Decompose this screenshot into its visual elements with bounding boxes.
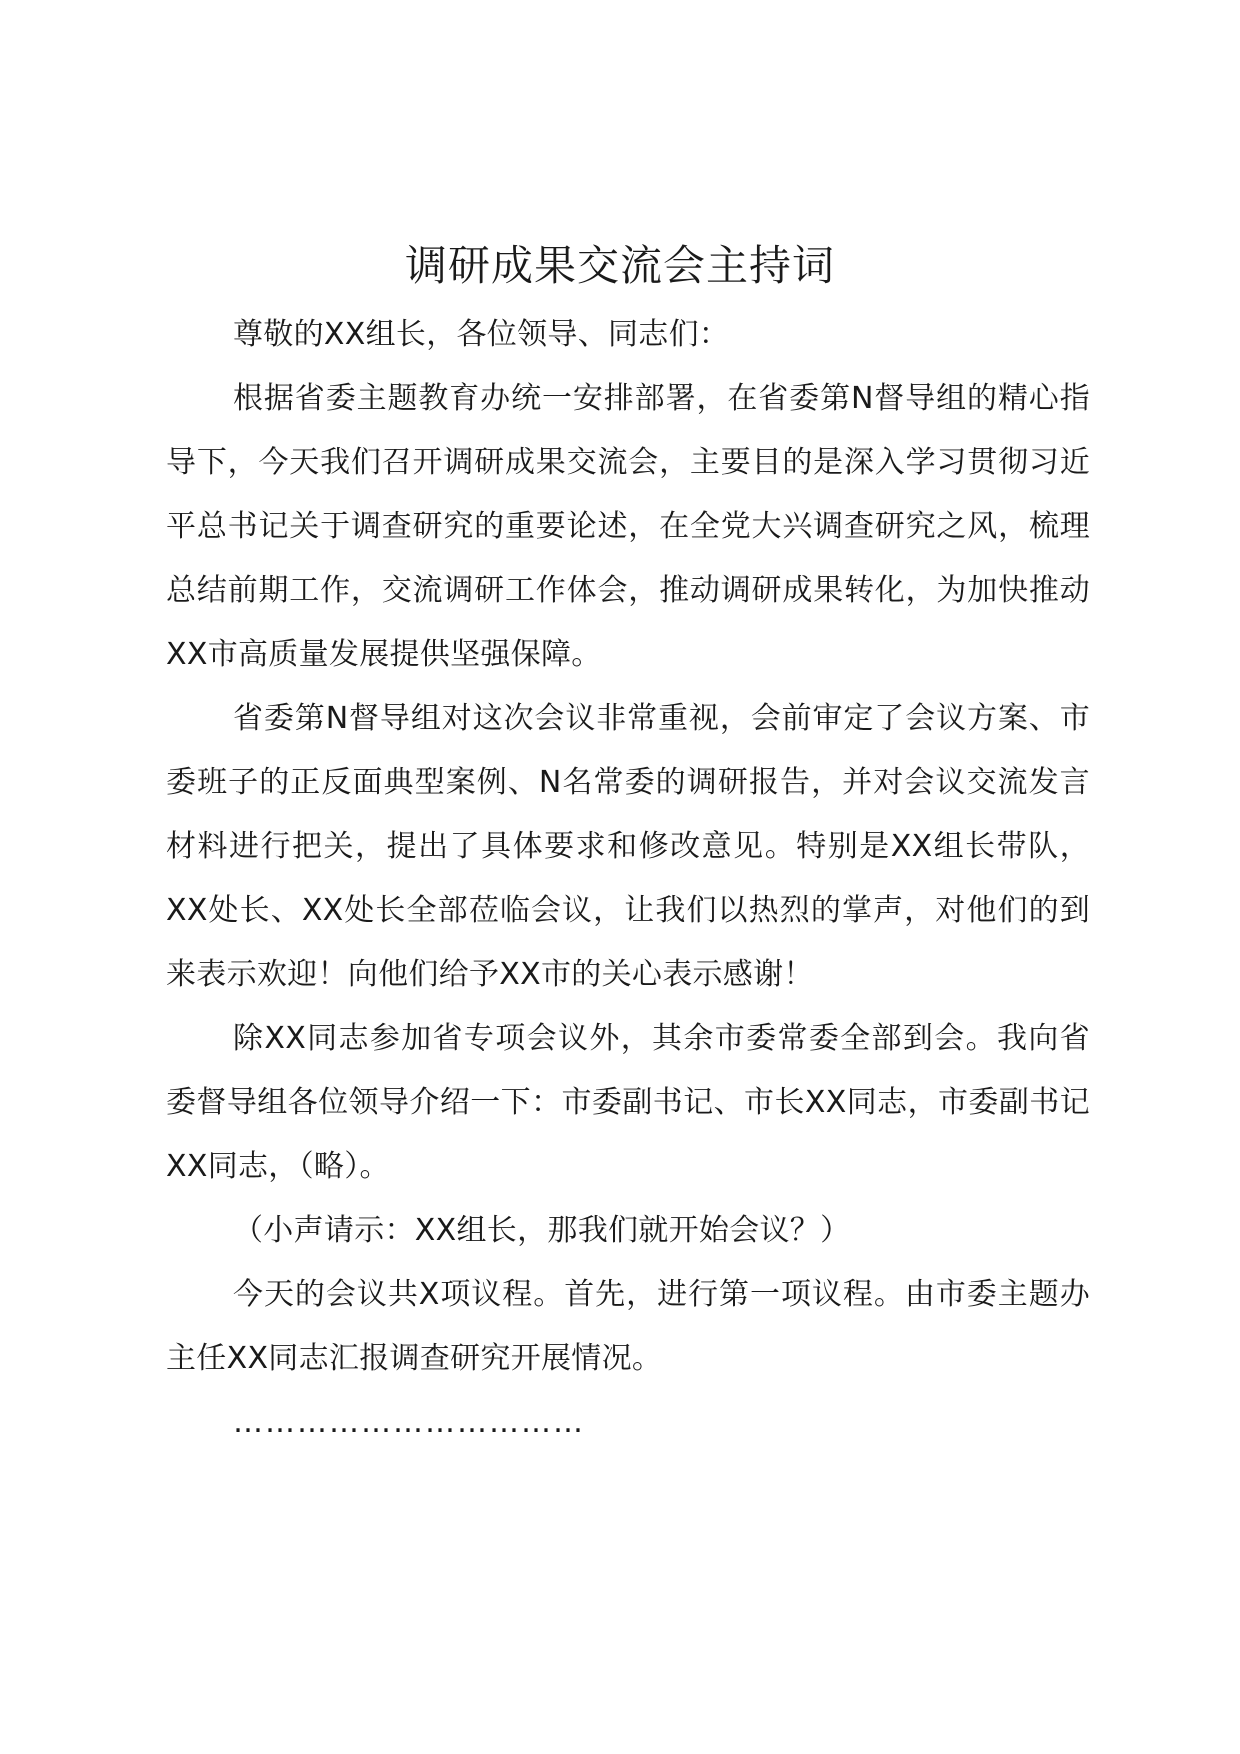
supervision-paragraph: 省委第N督导组对这次会议非常重视，会前审定了会议方案、市委班子的正反面典型案例、N名常委的调研报告，并对会议交流发言材料进行把关，提出了具体要求和修改意见。特别是XX组长带队，XX处长、XX处长全部莅临会议，让我们以热烈的掌声，对他们的到来表示欢迎！向他们给予XX市的关心表示感谢！ xyxy=(166,701,1090,992)
attendance-paragraph: 除XX同志参加省专项会议外，其余市委常委全部到会。我向省委督导组各位领导介绍一下：市委副书记、市长XX同志，市委副书记XX同志，（略）。 xyxy=(166,1021,1090,1184)
ellipsis-line: …………………………… xyxy=(233,1405,585,1440)
intro-paragraph: 根据省委主题教育办统一安排部署，在省委第N督导组的精心指导下，今天我们召开调研成果交流会，主要目的是深入学习贯彻习近平总书记关于调查研究的重要论述，在全党大兴调查研究之风，梳理总结前期工作，交流调研工作体会，推动调研成果转化，为加快推动XX市高质量发展提供坚强保障。 xyxy=(166,381,1090,672)
request-paragraph: （小声请示：XX组长，那我们就开始会议？） xyxy=(233,1213,851,1248)
document-body xyxy=(166,303,1090,1455)
document-title: 调研成果交流会主持词 xyxy=(404,241,835,290)
agenda-paragraph: 今天的会议共X项议程。首先，进行第一项议程。由市委主题办主任XX同志汇报调查研究开展情况。 xyxy=(166,1277,1090,1376)
salutation-paragraph: 尊敬的XX组长，各位领导、同志们： xyxy=(233,317,730,352)
